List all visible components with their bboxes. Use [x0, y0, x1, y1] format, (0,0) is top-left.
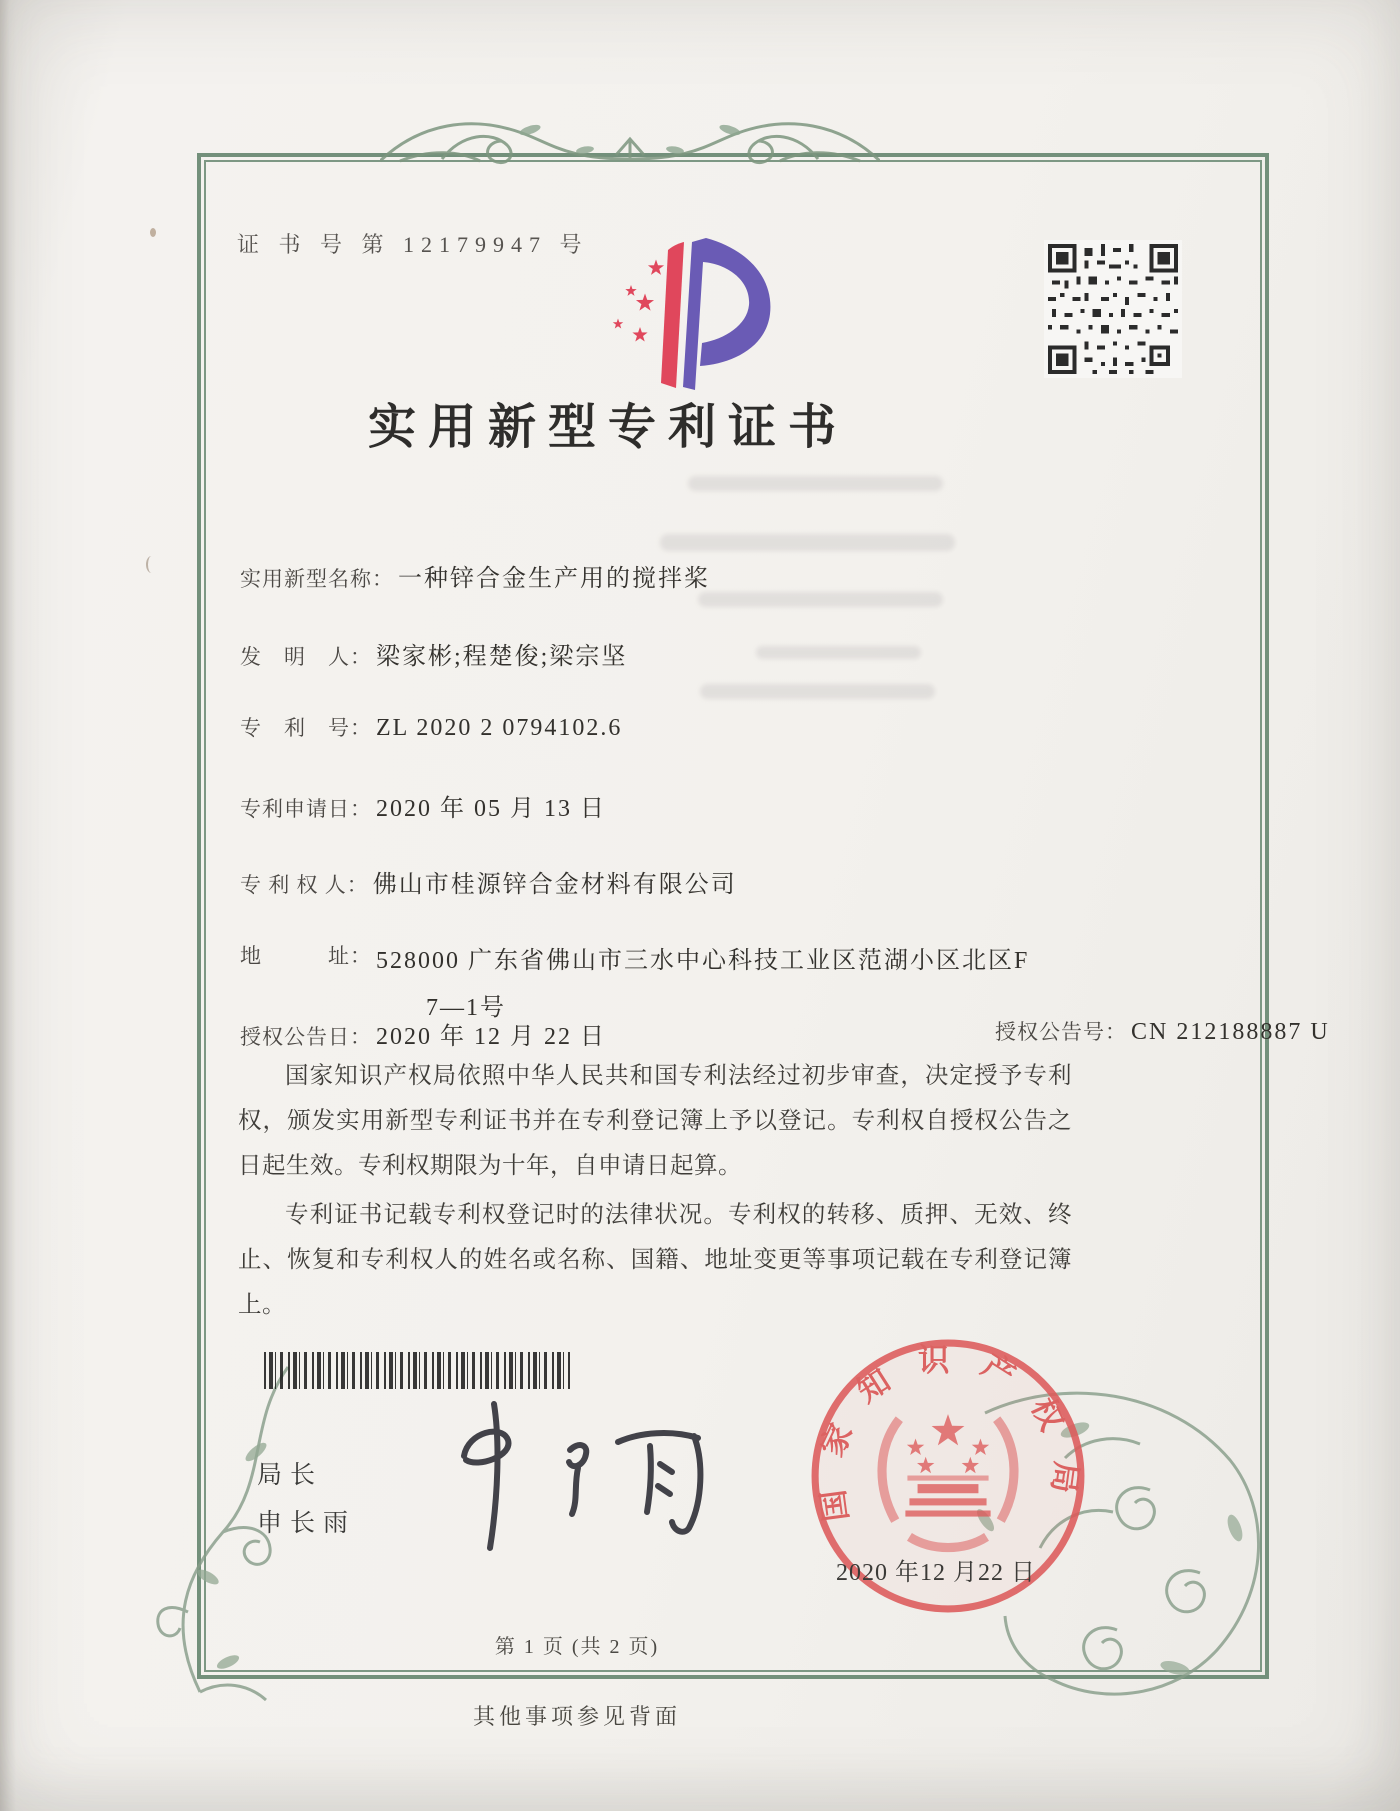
field-row-patent-no: [240, 712, 622, 742]
address-line-1: 528000 广东省佛山市三水中心科技工业区范湖小区北区F: [376, 948, 1030, 974]
field-value: 2020 年 05 月 13 日: [376, 796, 606, 822]
field-value: [376, 940, 1029, 1022]
field-label: 实用新型名称：: [240, 567, 394, 591]
paper-speck: [150, 228, 156, 237]
field-row-patentee: [240, 864, 737, 899]
cnipa-logo: [610, 236, 792, 396]
field-label: 专 利 权 人：: [240, 873, 369, 897]
bleed-through-mark: [700, 684, 935, 699]
field-label: 授权公告号：: [995, 1020, 1127, 1044]
field-value: 2020 年 12 月 22 日: [376, 1024, 606, 1050]
certificate-number: 证 书 号 第 12179947 号: [237, 232, 589, 257]
director-signature: [450, 1398, 720, 1558]
director-title-label: 局长: [257, 1461, 324, 1489]
paper-edge: [0, 0, 16, 1811]
address-line-2: 7—1号: [426, 995, 506, 1021]
paper-speck: [146, 556, 157, 573]
border-ornament-top: [380, 103, 880, 199]
bleed-through-mark: [698, 592, 943, 607]
bleed-through-mark: [688, 476, 943, 491]
seal-org-text: 国家知识产权局: [811, 1342, 1085, 1524]
bleed-through-mark: [660, 534, 955, 551]
field-label: 专利申请日：: [240, 797, 372, 821]
field-label: 发 明 人：: [240, 645, 372, 669]
field-label: 授权公告日：: [240, 1025, 372, 1049]
field-value: 梁家彬;程楚俊;梁宗坚: [376, 644, 628, 670]
field-row-address: [240, 940, 1029, 1022]
field-value: CN 212188887 U: [1131, 1019, 1330, 1045]
bleed-through-mark: [756, 646, 921, 659]
legal-paragraph-2: 专利证书记载专利权登记时的法律状况。专利权的转移、质押、无效、终止、恢复和专利权人的姓名或名称、国籍、地址变更等事项记载在专利登记簿上。: [238, 1202, 1072, 1318]
legal-text-block: [238, 1054, 1072, 1332]
field-row-inventors: [240, 636, 627, 671]
legal-paragraph-1: 国家知识产权局依照中华人民共和国专利法经过初步审查，决定授予专利权，颁发实用新型专利证书并在专利登记簿上予以登记。专利权自授权公告之日起生效。专利权期限为十年，自申请日起算。: [238, 1063, 1072, 1179]
back-note: 其他事项参见背面: [472, 1704, 681, 1729]
field-group-grant-no: [995, 1016, 1330, 1046]
field-value: ZL 2020 2 0794102.6: [376, 715, 623, 741]
seal-date: 2020 年12 月22 日: [836, 1560, 1036, 1586]
field-row-name: [240, 558, 710, 593]
page-number: 第 1 页 (共 2 页): [494, 1636, 660, 1658]
qr-code: [1044, 240, 1182, 378]
director-name-label: 申长雨: [257, 1509, 357, 1537]
field-row-filing-date: [240, 788, 606, 823]
certificate-title: 实用新型专利证书: [367, 401, 848, 454]
field-label: 专 利 号：: [240, 716, 372, 740]
field-row-grant: [240, 1016, 1330, 1051]
field-label: 地 址：: [240, 944, 372, 968]
field-value: 一种锌合金生产用的搅拌桨: [398, 566, 710, 592]
field-value: 佛山市桂源锌合金材料有限公司: [372, 872, 737, 898]
barcode: [264, 1352, 570, 1389]
